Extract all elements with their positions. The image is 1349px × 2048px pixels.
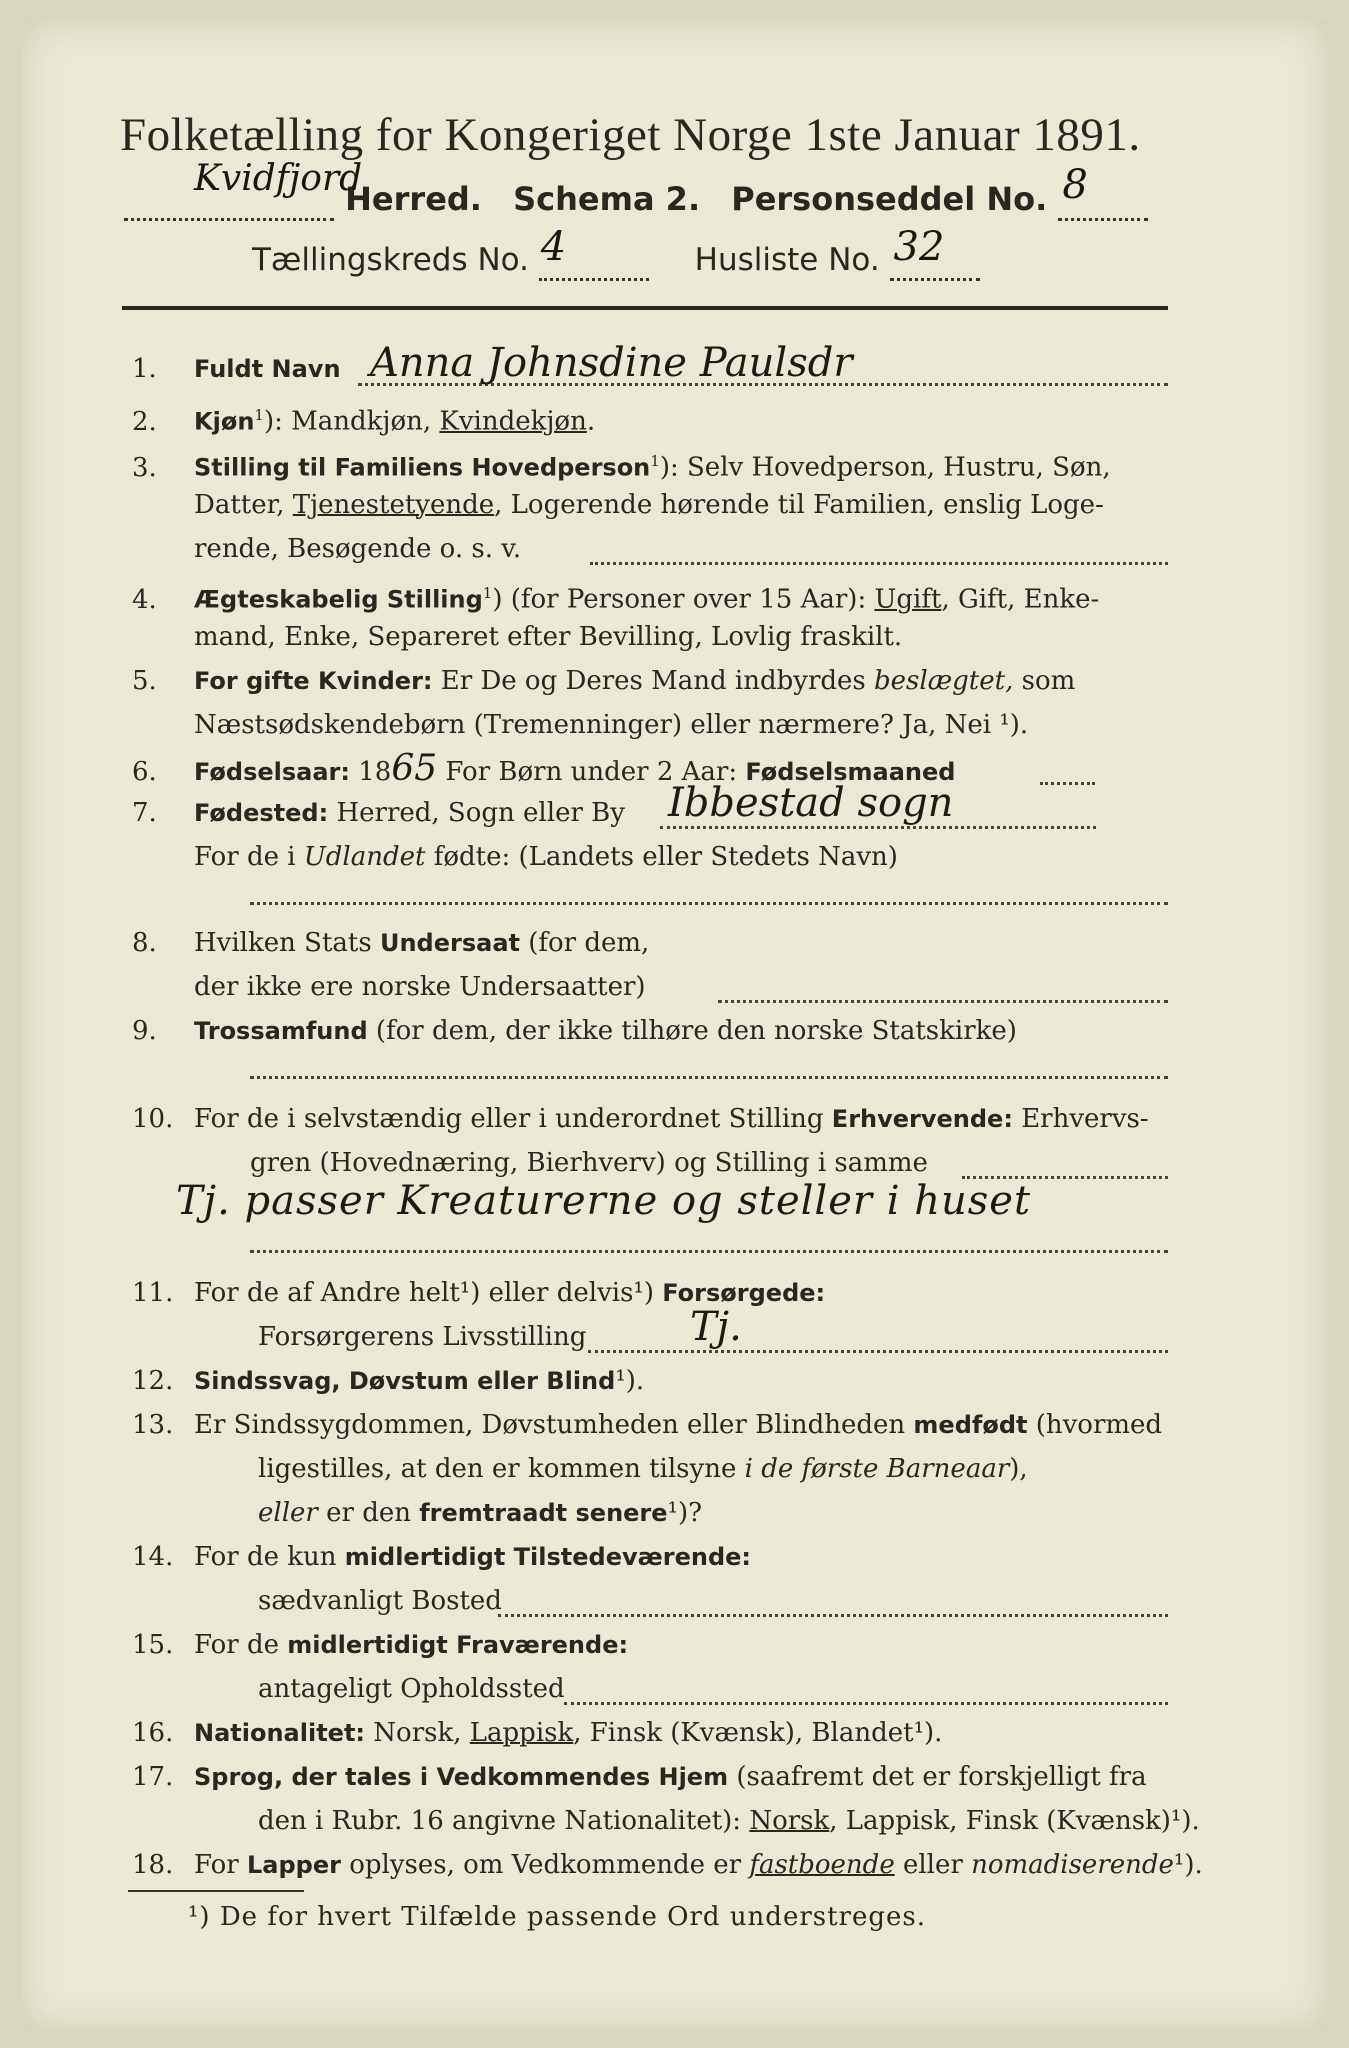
row-number: 18. bbox=[132, 1850, 174, 1880]
row-text: Er Sindssygdommen, Døvstumheden eller Blindheden bbox=[194, 1410, 914, 1440]
row-5-line-2 bbox=[194, 704, 1234, 746]
row-text: gren (Hovednæring, Bierhverv) og Stilling i samme bbox=[250, 1148, 928, 1178]
fill-line bbox=[588, 1350, 1168, 1353]
row-text: mand, Enke, Separeret efter Bevilling, Lovlig fraskilt. bbox=[194, 622, 903, 652]
fill-line bbox=[660, 826, 1096, 829]
provider-value: Tj. bbox=[690, 1304, 742, 1350]
row-number: 4. bbox=[132, 584, 157, 615]
row-label: Fødselsaar: bbox=[194, 758, 350, 786]
herred-line bbox=[124, 158, 1148, 221]
row-label: medfødt bbox=[913, 1411, 1028, 1439]
header-rule bbox=[122, 306, 1168, 310]
row-text: Norsk, bbox=[365, 1718, 470, 1748]
row-label: Fødested: bbox=[194, 799, 329, 827]
row-7-line-2 bbox=[194, 836, 1234, 878]
schema-label: Schema 2. bbox=[513, 180, 701, 218]
underlined-option: Lappisk bbox=[469, 1718, 574, 1748]
row-12 bbox=[132, 1360, 1172, 1402]
row-text: Udlandet bbox=[303, 842, 426, 872]
row-4 bbox=[132, 572, 1172, 621]
row-text: Datter, bbox=[194, 490, 293, 520]
row-number: 11. bbox=[132, 1278, 174, 1308]
row-8 bbox=[132, 922, 1172, 964]
name-value: Anna Johnsdine Paulsdr bbox=[370, 340, 853, 386]
row-17-line-2 bbox=[258, 1800, 1298, 1842]
kreds-label: Tællingskreds No. bbox=[252, 242, 529, 278]
row-text: oplyses, om Vedkommende er bbox=[340, 1850, 750, 1880]
row-number: 12. bbox=[132, 1366, 174, 1396]
footnote: ¹) De for hvert Tilfælde passende Ord understreges. bbox=[188, 1902, 927, 1932]
row-11 bbox=[132, 1272, 1172, 1314]
fill-line bbox=[250, 902, 1168, 905]
row-13-line-2 bbox=[258, 1448, 1298, 1490]
row-label: midlertidigt Fraværende: bbox=[287, 1631, 629, 1659]
row-16 bbox=[132, 1712, 1172, 1754]
row-text: , Lappisk, Finsk (Kvænsk)¹). bbox=[829, 1806, 1200, 1836]
footnote-ref: 1 bbox=[482, 584, 493, 602]
fill-line bbox=[564, 1702, 1168, 1705]
row-label: Forsørgede: bbox=[662, 1279, 826, 1307]
row-text: (hvormed bbox=[1027, 1410, 1163, 1440]
row-text: (saafremt det er forskjelligt fra bbox=[728, 1762, 1147, 1792]
husliste-field bbox=[890, 224, 980, 281]
row-text: nomadiserende bbox=[971, 1850, 1174, 1880]
row-text: som bbox=[1013, 666, 1076, 696]
row-text: For de kun bbox=[194, 1542, 345, 1572]
row-text: For bbox=[194, 1850, 247, 1880]
row-text: 18 bbox=[350, 757, 392, 787]
row-number: 15. bbox=[132, 1630, 174, 1660]
row-text: ¹). bbox=[615, 1366, 645, 1396]
row-text: , Gift, Enke- bbox=[941, 584, 1100, 615]
row-label: Stilling til Familiens Hovedperson bbox=[194, 453, 651, 482]
row-label: Sindssvag, Døvstum eller Blind bbox=[194, 1367, 616, 1395]
row-text: , Logerende hørende til Familien, enslig Loge- bbox=[494, 490, 1104, 520]
row-text: For de af Andre helt¹) eller delvis¹) bbox=[194, 1278, 663, 1308]
row-text: eller bbox=[894, 1850, 972, 1880]
kreds-field bbox=[539, 224, 649, 281]
kreds-value: 4 bbox=[540, 224, 567, 270]
row-text: Forsørgerens Livsstilling bbox=[258, 1322, 587, 1352]
row-text: Erhvervs- bbox=[1012, 1104, 1149, 1134]
row-4-line-2 bbox=[194, 616, 1234, 658]
row-18 bbox=[132, 1844, 1203, 1886]
row-13 bbox=[132, 1404, 1172, 1446]
row-label: Ægteskabelig Stilling bbox=[194, 585, 483, 614]
row-label: For gifte Kvinder: bbox=[194, 667, 433, 695]
row-text: , Finsk (Kvænsk), Blandet¹). bbox=[573, 1718, 943, 1748]
underlined-option: fastboende bbox=[749, 1850, 895, 1880]
row-text: (for dem, der ikke tilhøre den norske Statskirke) bbox=[367, 1016, 1017, 1046]
row-text: For Børn under 2 Aar: bbox=[437, 757, 746, 787]
row-text: rende, Besøgende o. s. v. bbox=[194, 534, 522, 564]
underlined-option: Norsk bbox=[749, 1806, 830, 1836]
row-text: er den bbox=[317, 1498, 420, 1528]
row-text: Næstsødskendebørn (Tremenninger) eller nærmere? Ja, Nei ¹). bbox=[194, 710, 1029, 740]
row-14 bbox=[132, 1536, 1172, 1578]
husliste-value: 32 bbox=[893, 224, 945, 270]
row-text: Er De og Deres Mand indbyrdes bbox=[432, 666, 875, 696]
row-3-line-2 bbox=[194, 484, 1234, 526]
row-text: ): Selv Hovedperson, Hustru, Søn, bbox=[659, 452, 1111, 483]
row-2 bbox=[132, 394, 1172, 443]
row-17 bbox=[132, 1756, 1172, 1798]
row-number: 13. bbox=[132, 1410, 174, 1440]
row-label: Lapper bbox=[246, 1851, 341, 1879]
row-number: 5. bbox=[132, 666, 157, 696]
row-5 bbox=[132, 660, 1172, 702]
row-number: 17. bbox=[132, 1762, 174, 1792]
row-text: den i Rubr. 16 angivne Nationalitet): bbox=[258, 1806, 750, 1836]
row-label: Erhvervende: bbox=[831, 1105, 1013, 1133]
birth-year-value: 65 bbox=[391, 748, 438, 789]
row-number: 8. bbox=[132, 928, 157, 958]
row-label: Trossamfund bbox=[194, 1017, 368, 1045]
row-number: 16. bbox=[132, 1718, 174, 1748]
row-text: Herred, Sogn eller By bbox=[328, 798, 625, 828]
row-3 bbox=[132, 440, 1172, 489]
herred-label: Herred. bbox=[345, 180, 482, 218]
row-text: For de i bbox=[194, 842, 304, 872]
row-15 bbox=[132, 1624, 1172, 1666]
occupation-value: Tj. passer Kreaturerne og steller i huset bbox=[176, 1178, 1032, 1224]
row-label: Kjøn bbox=[194, 407, 255, 436]
underlined-option: Ugift bbox=[874, 584, 942, 615]
row-text: For de i selvstændig eller i underordnet Stilling bbox=[194, 1104, 832, 1134]
row-number: 2. bbox=[132, 406, 157, 437]
row-text: ¹)? bbox=[667, 1498, 703, 1528]
row-number: 14. bbox=[132, 1542, 174, 1572]
row-label: Fuldt Navn bbox=[194, 355, 341, 383]
birthplace-value: Ibbestad sogn bbox=[668, 780, 954, 826]
row-number: 7. bbox=[132, 798, 157, 828]
row-label: midlertidigt Tilstedeværende: bbox=[344, 1543, 752, 1571]
row-text: ¹). bbox=[1173, 1850, 1203, 1880]
row-label: Nationalitet: bbox=[194, 1719, 366, 1747]
row-number: 9. bbox=[132, 1016, 157, 1046]
row-number: 10. bbox=[132, 1104, 174, 1134]
row-text: ligestilles, at den er kommen tilsyne bbox=[258, 1454, 745, 1484]
row-text: beslægtet, bbox=[874, 666, 1014, 696]
row-6 bbox=[132, 748, 1172, 793]
row-number: 1. bbox=[132, 354, 157, 384]
row-label: Sprog, der tales i Vedkommendes Hjem bbox=[194, 1763, 729, 1791]
row-text: (for dem, bbox=[519, 928, 650, 958]
row-text: Hvilken Stats bbox=[194, 928, 380, 958]
row-text: i de første Barneaar bbox=[744, 1454, 1010, 1484]
row-text: fødte: (Landets eller Stedets Navn) bbox=[425, 842, 898, 872]
row-text: der ikke ere norske Undersaatter) bbox=[194, 972, 646, 1002]
row-9 bbox=[132, 1010, 1172, 1052]
footnote-ref: 1 bbox=[650, 452, 660, 470]
husliste-label: Husliste No. bbox=[694, 242, 880, 278]
row-text: eller bbox=[258, 1498, 318, 1528]
footnote-rule bbox=[128, 1890, 304, 1892]
personseddel-field bbox=[1058, 162, 1148, 221]
row-text: ) (for Personer over 15 Aar): bbox=[492, 584, 875, 615]
form-title: Folketælling for Kongeriget Norge 1ste Januar 1891. bbox=[120, 109, 1141, 161]
row-number: 3. bbox=[132, 452, 157, 483]
herred-value: Kvidfjord bbox=[194, 158, 363, 199]
row-label: Fødselsmaaned bbox=[745, 758, 956, 786]
row-13-line-3 bbox=[258, 1492, 1298, 1534]
fill-line bbox=[498, 1614, 1168, 1617]
row-label: Undersaat bbox=[379, 929, 520, 957]
herred-field bbox=[124, 158, 363, 221]
footnote-ref: 1 bbox=[254, 406, 264, 424]
row-text: For de bbox=[194, 1630, 288, 1660]
fill-line bbox=[250, 1250, 1168, 1253]
row-10 bbox=[132, 1098, 1172, 1140]
fill-line bbox=[1040, 782, 1095, 785]
row-text: antageligt Opholdssted bbox=[258, 1674, 565, 1704]
fill-line bbox=[590, 562, 1168, 565]
fill-line bbox=[718, 1000, 1168, 1003]
row-text: . bbox=[586, 406, 596, 437]
underlined-option: Kvindekjøn bbox=[439, 406, 587, 437]
personseddel-label: Personseddel No. bbox=[731, 180, 1048, 218]
row-number: 6. bbox=[132, 757, 157, 787]
kreds-line bbox=[252, 224, 980, 281]
row-text: sædvanligt Bosted bbox=[258, 1586, 502, 1616]
row-text: ), bbox=[1009, 1454, 1028, 1484]
underlined-option: Tjenestetyende bbox=[292, 490, 495, 520]
row-text: ): Mandkjøn, bbox=[263, 406, 440, 437]
fill-line bbox=[250, 1076, 1168, 1079]
row-label: fremtraadt senere bbox=[419, 1499, 668, 1527]
personseddel-value: 8 bbox=[1062, 162, 1088, 208]
